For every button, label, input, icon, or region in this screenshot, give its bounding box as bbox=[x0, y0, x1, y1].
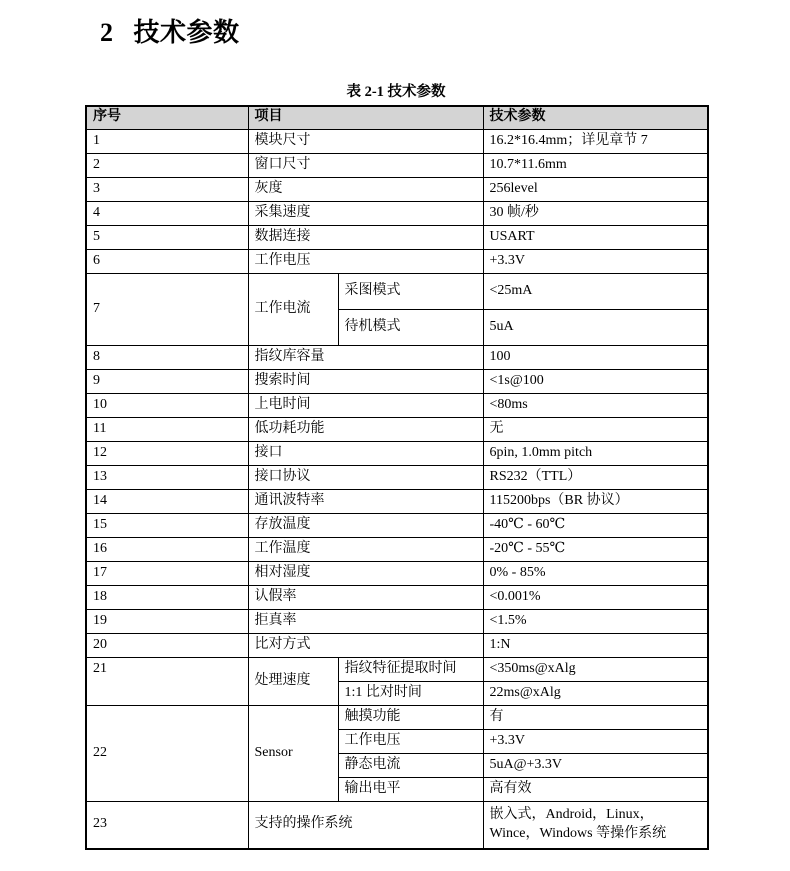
value-cell: <1.5% bbox=[483, 609, 708, 633]
item-cell: 搜索时间 bbox=[248, 369, 483, 393]
table-row bbox=[86, 393, 708, 417]
table-row bbox=[86, 609, 708, 633]
value-cell: <25mA bbox=[483, 273, 708, 309]
value-cell: <1s@100 bbox=[483, 369, 708, 393]
value-cell: 10.7*11.6mm bbox=[483, 153, 708, 177]
item-cell: 存放温度 bbox=[248, 513, 483, 537]
table-header-row bbox=[86, 106, 708, 129]
row-no-cell: 20 bbox=[86, 633, 248, 657]
table-row bbox=[86, 345, 708, 369]
chapter-number: 2 bbox=[100, 18, 114, 47]
page-title bbox=[100, 12, 240, 49]
row-no-cell: 9 bbox=[86, 369, 248, 393]
row-no-cell: 14 bbox=[86, 489, 248, 513]
item-cell: 灰度 bbox=[248, 177, 483, 201]
sub-label-cell: 触摸功能 bbox=[338, 705, 483, 729]
spec-table bbox=[85, 105, 709, 850]
table-row bbox=[86, 153, 708, 177]
row-no-cell: 8 bbox=[86, 345, 248, 369]
table-row bbox=[86, 249, 708, 273]
row-no-cell: 16 bbox=[86, 537, 248, 561]
row-no-cell: 19 bbox=[86, 609, 248, 633]
item-cell: 接口 bbox=[248, 441, 483, 465]
item-cell: 接口协议 bbox=[248, 465, 483, 489]
item-cell: 窗口尺寸 bbox=[248, 153, 483, 177]
table-row bbox=[86, 201, 708, 225]
row-no-cell: 17 bbox=[86, 561, 248, 585]
table-row bbox=[86, 705, 708, 729]
row-no-cell: 1 bbox=[86, 129, 248, 153]
value-cell: 22ms@xAlg bbox=[483, 681, 708, 705]
item-cell: 采集速度 bbox=[248, 201, 483, 225]
table-row bbox=[86, 801, 708, 849]
item-cell: 指纹库容量 bbox=[248, 345, 483, 369]
table-row bbox=[86, 225, 708, 249]
table-row bbox=[86, 417, 708, 441]
value-cell: +3.3V bbox=[483, 249, 708, 273]
item-cell: 低功耗功能 bbox=[248, 417, 483, 441]
row-no-cell: 7 bbox=[86, 273, 248, 345]
value-cell: 5uA@+3.3V bbox=[483, 753, 708, 777]
table-row bbox=[86, 537, 708, 561]
sub-label-cell: 指纹特征提取时间 bbox=[338, 657, 483, 681]
row-no-cell: 4 bbox=[86, 201, 248, 225]
value-cell: 嵌入式，Android，Linux，Wince，Windows 等操作系统 bbox=[483, 801, 708, 849]
header-cell-item: 项目 bbox=[248, 106, 483, 129]
item-cell: 数据连接 bbox=[248, 225, 483, 249]
row-no-cell: 23 bbox=[86, 801, 248, 849]
value-cell: 1:N bbox=[483, 633, 708, 657]
item-cell: 模块尺寸 bbox=[248, 129, 483, 153]
row-no-cell: 3 bbox=[86, 177, 248, 201]
value-cell: -40℃ - 60℃ bbox=[483, 513, 708, 537]
item-cell: 比对方式 bbox=[248, 633, 483, 657]
value-cell: 0% - 85% bbox=[483, 561, 708, 585]
value-cell: USART bbox=[483, 225, 708, 249]
item-cell: 通讯波特率 bbox=[248, 489, 483, 513]
item-cell: 相对湿度 bbox=[248, 561, 483, 585]
row-no-cell: 6 bbox=[86, 249, 248, 273]
sub-label-cell: 1:1 比对时间 bbox=[338, 681, 483, 705]
item-cell: 工作电流 bbox=[248, 273, 338, 345]
value-cell: 5uA bbox=[483, 309, 708, 345]
table-row bbox=[86, 369, 708, 393]
item-cell: 拒真率 bbox=[248, 609, 483, 633]
value-cell: <80ms bbox=[483, 393, 708, 417]
row-no-cell: 21 bbox=[86, 657, 248, 705]
chapter-title-text: 技术参数 bbox=[133, 18, 240, 47]
table-row bbox=[86, 441, 708, 465]
row-no-cell: 22 bbox=[86, 705, 248, 801]
sub-label-cell: 待机模式 bbox=[338, 309, 483, 345]
table-row bbox=[86, 489, 708, 513]
row-no-cell: 11 bbox=[86, 417, 248, 441]
sub-label-cell: 工作电压 bbox=[338, 729, 483, 753]
value-cell: 100 bbox=[483, 345, 708, 369]
value-cell: 16.2*16.4mm；详见章节 7 bbox=[483, 129, 708, 153]
value-cell: +3.3V bbox=[483, 729, 708, 753]
table-row bbox=[86, 273, 708, 309]
item-cell: 处理速度 bbox=[248, 657, 338, 705]
item-cell: 工作温度 bbox=[248, 537, 483, 561]
header-cell-no: 序号 bbox=[86, 106, 248, 129]
header-cell-value: 技术参数 bbox=[483, 106, 708, 129]
table-row bbox=[86, 465, 708, 489]
table-row bbox=[86, 513, 708, 537]
row-no-cell: 13 bbox=[86, 465, 248, 489]
sub-label-cell: 输出电平 bbox=[338, 777, 483, 801]
row-no-cell: 5 bbox=[86, 225, 248, 249]
sub-label-cell: 采图模式 bbox=[338, 273, 483, 309]
value-cell: 无 bbox=[483, 417, 708, 441]
item-cell: 上电时间 bbox=[248, 393, 483, 417]
value-cell: <350ms@xAlg bbox=[483, 657, 708, 681]
table-row bbox=[86, 129, 708, 153]
sub-label-cell: 静态电流 bbox=[338, 753, 483, 777]
table-row bbox=[86, 585, 708, 609]
table-row bbox=[86, 657, 708, 681]
table-row bbox=[86, 633, 708, 657]
row-no-cell: 12 bbox=[86, 441, 248, 465]
table-row bbox=[86, 561, 708, 585]
item-cell: 工作电压 bbox=[248, 249, 483, 273]
item-cell: 支持的操作系统 bbox=[248, 801, 483, 849]
value-cell: RS232（TTL） bbox=[483, 465, 708, 489]
row-no-cell: 18 bbox=[86, 585, 248, 609]
table-row bbox=[86, 177, 708, 201]
table-caption: 表 2-1 技术参数 bbox=[346, 84, 446, 100]
value-cell: <0.001% bbox=[483, 585, 708, 609]
value-cell: 256level bbox=[483, 177, 708, 201]
value-cell: 高有效 bbox=[483, 777, 708, 801]
value-cell: 115200bps（BR 协议） bbox=[483, 489, 708, 513]
value-cell: 有 bbox=[483, 705, 708, 729]
row-no-cell: 15 bbox=[86, 513, 248, 537]
row-no-cell: 10 bbox=[86, 393, 248, 417]
value-cell: -20℃ - 55℃ bbox=[483, 537, 708, 561]
value-cell: 30 帧/秒 bbox=[483, 201, 708, 225]
value-cell: 6pin, 1.0mm pitch bbox=[483, 441, 708, 465]
item-cell: Sensor bbox=[248, 705, 338, 801]
row-no-cell: 2 bbox=[86, 153, 248, 177]
item-cell: 认假率 bbox=[248, 585, 483, 609]
